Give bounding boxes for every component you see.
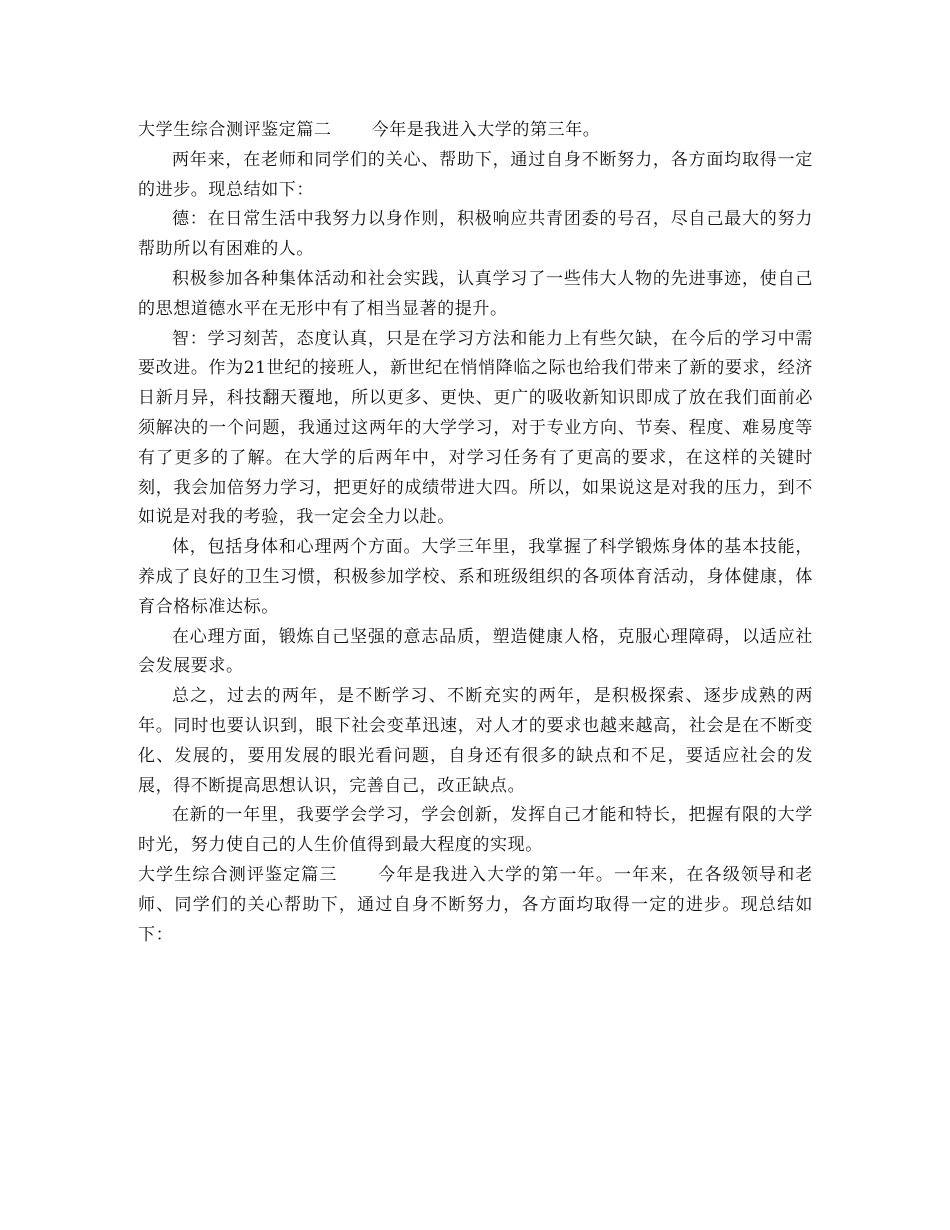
section3-title: 大学生综合测评鉴定篇三 — [138, 864, 338, 885]
section2-paragraph-6: 在心理方面，锻炼自己坚强的意志品质，塑造健康人格，克服心理障碍，以适应社会发展要求。 — [138, 626, 813, 677]
section2-paragraph-5: 体，包括身体和心理两个方面。大学三年里，我掌握了科学锻炼身体的基本技能，养成了良好的卫生习惯，积极参加学校、系和班级组织的各项体育活动，身体健康，体育合格标准达标。 — [138, 537, 813, 617]
section2-paragraph-7: 总之，过去的两年，是不断学习、不断充实的两年，是积极探索、逐步成熟的两年。同时也要认识到，眼下社会变革迅速，对人才的要求也越来越高，社会是在不断变化、发展的，要用发展的眼光看问题，自身还有很多的缺点和不足，要适应社会的发展，得不断提高思想认识，完善自己，改正缺点。 — [138, 686, 813, 796]
section2-intro: 今年是我进入大学的第三年。 — [371, 120, 601, 140]
section2-title: 大学生综合测评鉴定篇二 — [138, 120, 332, 140]
section2-paragraph-3: 积极参加各种集体活动和社会实践，认真学习了一些伟大人物的先进事迹，使自己的思想道德水平在无形中有了相当显著的提升。 — [138, 268, 813, 319]
section2-paragraph-2: 德：在日常生活中我努力以身作则，积极响应共青团委的号召，尽自己最大的努力帮助所以有困难的人。 — [138, 209, 813, 260]
section2-paragraph-4: 智：学习刻苦，态度认真，只是在学习方法和能力上有些欠缺，在今后的学习中需要改进。作为21世纪的接班人，新世纪在悄悄降临之际也给我们带来了新的要求，经济日新月异，科技翻天覆地，所以更多、更快、更广的吸收新知识即成了放在我们面前必须解决的一个问题，我通过这两年的大学学习，对于专业方向、节奏、程度、难易度等有了更多的了解。在大学的后两年中，对学习任务有了更高的要求，在这样的关键时刻，我会加倍努力学习，把更好的成绩带进大四。所以，如果说这是对我的压力，到不如说是对我的考验，我一定会全力以赴。 — [138, 328, 813, 528]
section2-heading-line — [138, 116, 813, 146]
section3-intro: 今年是我进入大学的第一年。一年来，在各级领导和老师、同学们的关心帮助下，通过自身不断努力，各方面均取得一定的进步。现总结如下： — [138, 864, 813, 945]
section2-paragraph-8: 在新的一年里，我要学会学习，学会创新，发挥自己才能和特长，把握有限的大学时光，努力使自己的人生价值得到最大程度的实现。 — [138, 805, 813, 856]
document-page — [138, 116, 813, 950]
section3-heading-line — [138, 861, 813, 950]
section2-paragraph-1: 两年来，在老师和同学们的关心、帮助下，通过自身不断努力，各方面均取得一定的进步。现总结如下： — [138, 149, 813, 200]
